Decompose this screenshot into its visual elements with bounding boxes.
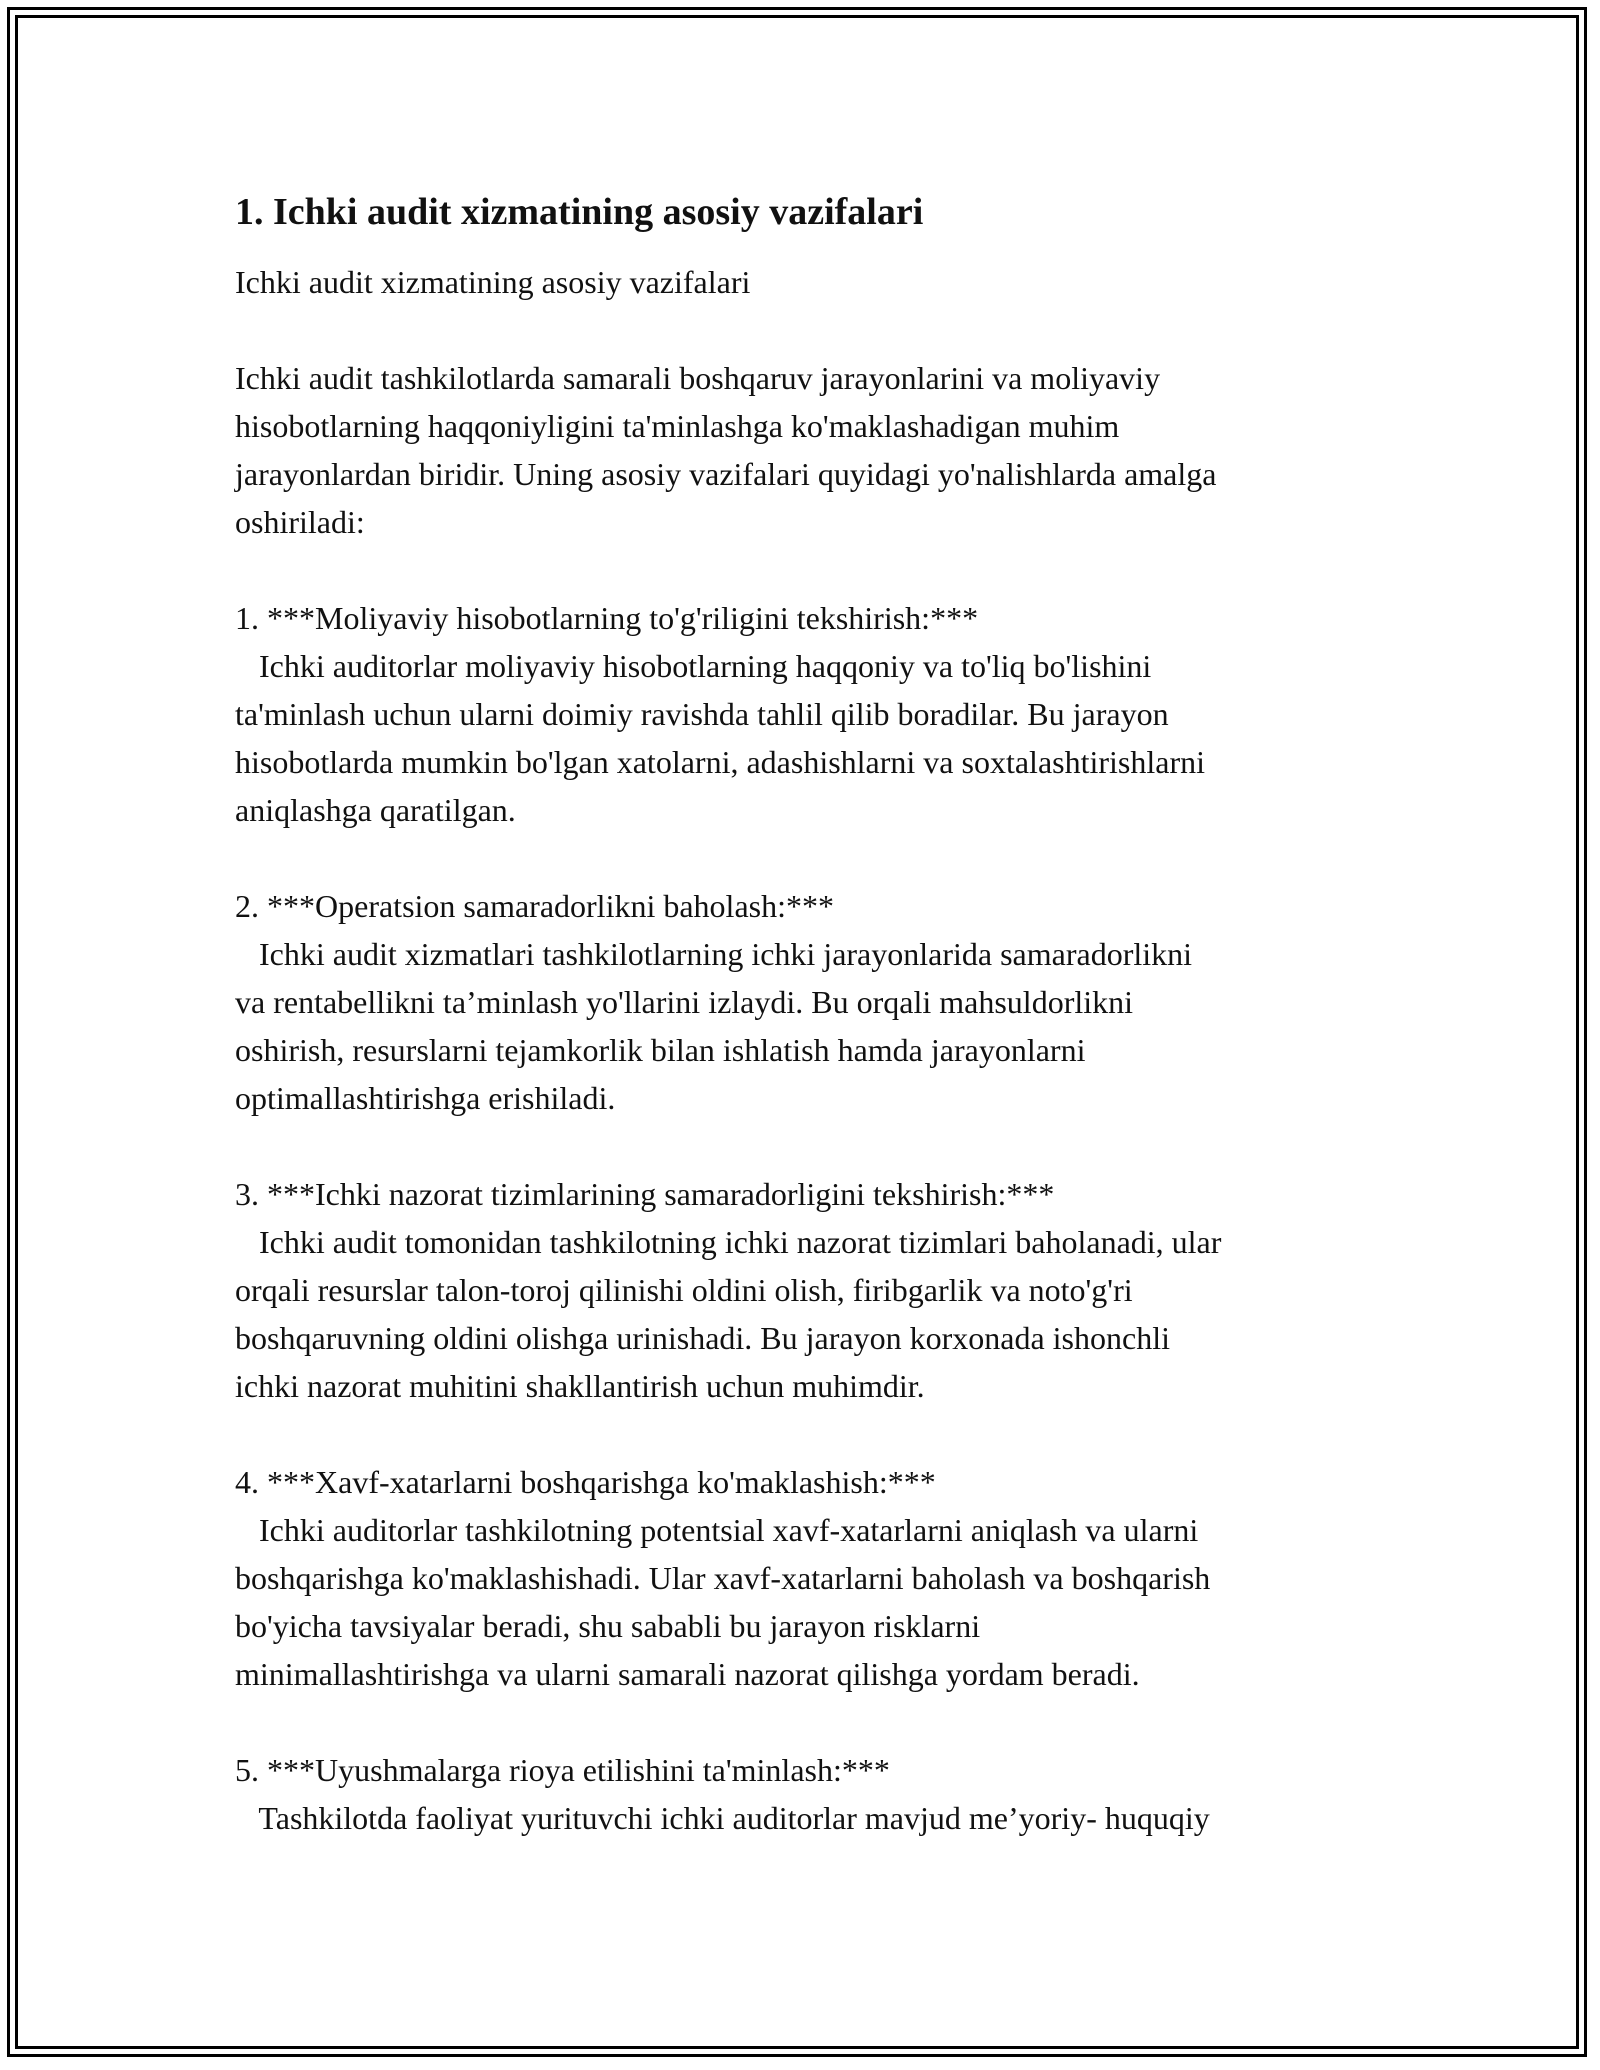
section-line: minimallashtirishga va ularni samarali nazorat qilishga yordam beradi. (235, 1656, 1140, 1692)
section-heading: 4. ***Xavf-xatarlarni boshqarishga ko'maklashish:*** (235, 1464, 936, 1500)
section-heading: 2. ***Operatsion samaradorlikni baholash:*** (235, 888, 834, 924)
intro-paragraph (235, 354, 1375, 546)
section-line: ta'minlash uchun ularni doimiy ravishda tahlil qilib boradilar. Bu jarayon (235, 696, 1169, 732)
section-3 (235, 1170, 1375, 1410)
document-subtitle: Ichki audit xizmatining asosiy vazifalari (235, 264, 751, 300)
section-heading: 3. ***Ichki nazorat tizimlarining samaradorligini tekshirish:*** (235, 1176, 1055, 1212)
section-line: boshqaruvning oldini olishga urinishadi. Bu jarayon korxonada ishonchli (235, 1320, 1170, 1356)
section-line: va rentabellikni ta’minlash yo'llarini izlaydi. Bu orqali mahsuldorlikni (235, 984, 1134, 1020)
intro-line: oshiriladi: (235, 504, 365, 540)
section-line: hisobotlarda mumkin bo'lgan xatolarni, adashishlarni va soxtalashtirishlarni (235, 744, 1206, 780)
section-line: oshirish, resurslarni tejamkorlik bilan ishlatish hamda jarayonlarni (235, 1032, 1086, 1068)
intro-line: jarayonlardan biridir. Uning asosiy vazifalari quyidagi yo'nalishlarda amalga (235, 456, 1217, 492)
section-line: optimallashtirishga erishiladi. (235, 1080, 616, 1116)
section-line: ichki nazorat muhitini shakllantirish uchun muhimdir. (235, 1368, 925, 1404)
section-1 (235, 594, 1375, 834)
intro-line: Ichki audit tashkilotlarda samarali boshqaruv jarayonlarini va moliyaviy (235, 360, 1161, 396)
section-line: Ichki auditorlar moliyaviy hisobotlarning haqqoniy va to'liq bo'lishini (235, 648, 1152, 684)
section-line: Ichki audit tomonidan tashkilotning ichki nazorat tizimlari baholanadi, ular (235, 1224, 1222, 1260)
section-line: Ichki audit xizmatlari tashkilotlarning ichki jarayonlarida samaradorlikni (235, 936, 1193, 972)
section-4 (235, 1458, 1375, 1698)
intro-line: hisobotlarning haqqoniyligini ta'minlashga ko'maklashadigan muhim (235, 408, 1120, 444)
section-5 (235, 1746, 1375, 1842)
section-line: bo'yicha tavsiyalar beradi, shu sababli bu jarayon risklarni (235, 1608, 981, 1644)
section-2 (235, 882, 1375, 1122)
section-line: Tashkilotda faoliyat yurituvchi ichki auditorlar mavjud me’yoriy- huquqiy (235, 1800, 1210, 1836)
section-line: aniqlashga qaratilgan. (235, 792, 516, 828)
document-title: 1. Ichki audit xizmatining asosiy vazifalari (235, 191, 924, 233)
section-line: boshqarishga ko'maklashishadi. Ular xavf-xatarlarni baholash va boshqarish (235, 1560, 1211, 1596)
document-body (235, 186, 1375, 1890)
section-heading: 1. ***Moliyaviy hisobotlarning to'g'riligini tekshirish:*** (235, 600, 979, 636)
section-heading: 5. ***Uyushmalarga rioya etilishini ta'minlash:*** (235, 1752, 890, 1788)
section-line: orqali resurslar talon-toroj qilinishi oldini olish, firibgarlik va noto'g'ri (235, 1272, 1133, 1308)
section-line: Ichki auditorlar tashkilotning potentsial xavf-xatarlarni aniqlash va ularni (235, 1512, 1199, 1548)
